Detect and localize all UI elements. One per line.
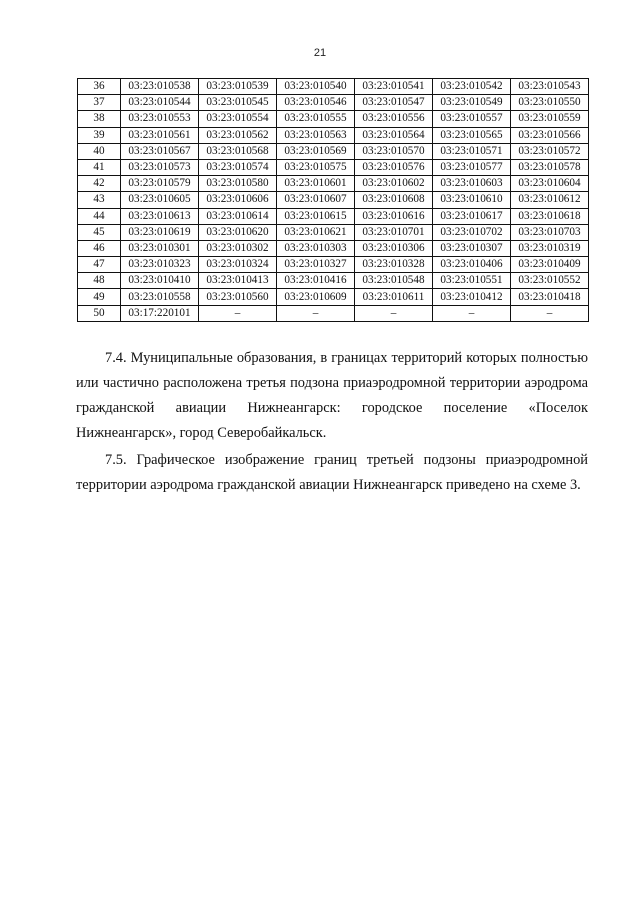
table-row	[78, 224, 589, 240]
cadastral-number-cell: 03:23:010618	[511, 208, 589, 224]
cadastral-number-cell: 03:23:010579	[121, 176, 199, 192]
cadastral-number-cell: 03:23:010603	[433, 176, 511, 192]
cadastral-number-cell: 03:23:010574	[199, 159, 277, 175]
cadastral-number-cell: 03:23:010571	[433, 143, 511, 159]
cadastral-number-cell: 03:23:010566	[511, 127, 589, 143]
cadastral-number-cell: 03:23:010568	[199, 143, 277, 159]
cadastral-number-cell: 03:23:010301	[121, 240, 199, 256]
cadastral-number-cell: 03:23:010406	[433, 257, 511, 273]
table-row	[78, 79, 589, 95]
paragraph-line: гражданской авиации Нижнеангарск: городское поселение «Поселок	[76, 400, 588, 416]
cadastral-number-cell: 03:23:010617	[433, 208, 511, 224]
cadastral-number-cell: 03:23:010702	[433, 224, 511, 240]
cadastral-number-cell: 03:23:010555	[277, 111, 355, 127]
table-row	[78, 289, 589, 305]
cadastral-number-cell: 03:23:010546	[277, 95, 355, 111]
cadastral-number-cell: 03:23:010302	[199, 240, 277, 256]
cadastral-number-cell: 03:23:010557	[433, 111, 511, 127]
row-number: 42	[78, 176, 121, 192]
cadastral-number-cell: 03:23:010323	[121, 257, 199, 273]
table-row	[78, 159, 589, 175]
cadastral-number-cell: 03:23:010620	[199, 224, 277, 240]
cadastral-number-cell: 03:23:010605	[121, 192, 199, 208]
cadastral-number-cell: 03:23:010556	[355, 111, 433, 127]
table-row	[78, 176, 589, 192]
row-number: 41	[78, 159, 121, 175]
cadastral-number-cell: 03:23:010416	[277, 273, 355, 289]
cadastral-number-cell: 03:23:010608	[355, 192, 433, 208]
cadastral-number-cell: 03:23:010621	[277, 224, 355, 240]
row-number: 50	[78, 305, 121, 321]
cadastral-table	[77, 78, 589, 322]
cadastral-number-cell: 03:23:010573	[121, 159, 199, 175]
cadastral-number-cell: 03:23:010572	[511, 143, 589, 159]
cadastral-number-cell: 03:17:220101	[121, 305, 199, 321]
cadastral-number-cell: 03:23:010610	[433, 192, 511, 208]
cadastral-number-cell: –	[199, 305, 277, 321]
cadastral-number-cell: 03:23:010606	[199, 192, 277, 208]
cadastral-number-cell: 03:23:010548	[355, 273, 433, 289]
table-row	[78, 208, 589, 224]
row-number: 38	[78, 111, 121, 127]
row-number: 36	[78, 79, 121, 95]
cadastral-number-cell: 03:23:010615	[277, 208, 355, 224]
row-number: 45	[78, 224, 121, 240]
cadastral-number-cell: 03:23:010413	[199, 273, 277, 289]
cadastral-number-cell: 03:23:010418	[511, 289, 589, 305]
row-number: 46	[78, 240, 121, 256]
cadastral-number-cell: –	[511, 305, 589, 321]
paragraph-line: 7.4. Муниципальные образования, в границах территорий которых полностью	[105, 350, 588, 366]
cadastral-number-cell: 03:23:010552	[511, 273, 589, 289]
cadastral-number-cell: 03:23:010545	[199, 95, 277, 111]
cadastral-number-cell: 03:23:010580	[199, 176, 277, 192]
cadastral-number-cell: 03:23:010547	[355, 95, 433, 111]
cadastral-number-cell: 03:23:010410	[121, 273, 199, 289]
cadastral-number-cell: 03:23:010542	[433, 79, 511, 95]
cadastral-number-cell: 03:23:010607	[277, 192, 355, 208]
table-row	[78, 95, 589, 111]
cadastral-number-cell: 03:23:010561	[121, 127, 199, 143]
cadastral-number-cell: 03:23:010551	[433, 273, 511, 289]
table-row	[78, 143, 589, 159]
paragraph-line: Нижнеангарск», город Северобайкальск.	[76, 425, 327, 441]
cadastral-number-cell: 03:23:010553	[121, 111, 199, 127]
paragraph-line: 7.5. Графическое изображение границ третьей подзоны приаэродромной	[105, 452, 588, 468]
row-number: 39	[78, 127, 121, 143]
cadastral-number-cell: 03:23:010540	[277, 79, 355, 95]
cadastral-number-cell: 03:23:010538	[121, 79, 199, 95]
cadastral-number-cell: 03:23:010306	[355, 240, 433, 256]
page-number: 21	[313, 47, 327, 59]
cadastral-number-cell: 03:23:010563	[277, 127, 355, 143]
cadastral-number-cell: 03:23:010559	[511, 111, 589, 127]
cadastral-number-cell: 03:23:010601	[277, 176, 355, 192]
cadastral-number-cell: –	[433, 305, 511, 321]
cadastral-number-cell: 03:23:010614	[199, 208, 277, 224]
cadastral-number-cell: 03:23:010544	[121, 95, 199, 111]
cadastral-number-cell: 03:23:010549	[433, 95, 511, 111]
cadastral-number-cell: 03:23:010541	[355, 79, 433, 95]
cadastral-number-cell: 03:23:010543	[511, 79, 589, 95]
cadastral-table-body	[78, 79, 589, 322]
row-number: 47	[78, 257, 121, 273]
paragraph-line: или частично расположена третья подзона приаэродромной территории аэродрома	[76, 375, 588, 391]
row-number: 44	[78, 208, 121, 224]
table-row	[78, 192, 589, 208]
paragraph-line: территории аэродрома гражданской авиации Нижнеангарск приведено на схеме 3.	[76, 477, 581, 493]
cadastral-number-cell: 03:23:010578	[511, 159, 589, 175]
cadastral-number-cell: 03:23:010319	[511, 240, 589, 256]
cadastral-number-cell: 03:23:010554	[199, 111, 277, 127]
row-number: 37	[78, 95, 121, 111]
cadastral-number-cell: 03:23:010327	[277, 257, 355, 273]
cadastral-number-cell: 03:23:010560	[199, 289, 277, 305]
table-row	[78, 257, 589, 273]
cadastral-number-cell: 03:23:010324	[199, 257, 277, 273]
cadastral-number-cell: 03:23:010539	[199, 79, 277, 95]
cadastral-number-cell: 03:23:010307	[433, 240, 511, 256]
cadastral-number-cell: –	[277, 305, 355, 321]
cadastral-number-cell: 03:23:010575	[277, 159, 355, 175]
table-row	[78, 127, 589, 143]
cadastral-number-cell: 03:23:010609	[277, 289, 355, 305]
paragraph-7-4	[76, 346, 588, 446]
cadastral-number-cell: 03:23:010550	[511, 95, 589, 111]
cadastral-number-cell: 03:23:010328	[355, 257, 433, 273]
cadastral-number-cell: 03:23:010616	[355, 208, 433, 224]
table-row	[78, 240, 589, 256]
cadastral-number-cell: 03:23:010569	[277, 143, 355, 159]
cadastral-number-cell: 03:23:010570	[355, 143, 433, 159]
cadastral-number-cell: 03:23:010703	[511, 224, 589, 240]
cadastral-number-cell: 03:23:010412	[433, 289, 511, 305]
cadastral-number-cell: 03:23:010303	[277, 240, 355, 256]
cadastral-number-cell: 03:23:010577	[433, 159, 511, 175]
cadastral-number-cell: 03:23:010604	[511, 176, 589, 192]
cadastral-number-cell: 03:23:010602	[355, 176, 433, 192]
paragraph-7-5	[76, 448, 588, 498]
cadastral-number-cell: 03:23:010611	[355, 289, 433, 305]
cadastral-number-cell: 03:23:010576	[355, 159, 433, 175]
row-number: 48	[78, 273, 121, 289]
cadastral-number-cell: 03:23:010567	[121, 143, 199, 159]
table-row	[78, 111, 589, 127]
cadastral-number-cell: 03:23:010612	[511, 192, 589, 208]
row-number: 49	[78, 289, 121, 305]
cadastral-number-cell: 03:23:010701	[355, 224, 433, 240]
cadastral-number-cell: 03:23:010564	[355, 127, 433, 143]
cadastral-number-cell: 03:23:010409	[511, 257, 589, 273]
cadastral-number-cell: 03:23:010565	[433, 127, 511, 143]
table-row	[78, 273, 589, 289]
cadastral-number-cell: 03:23:010558	[121, 289, 199, 305]
cadastral-number-cell: 03:23:010562	[199, 127, 277, 143]
row-number: 40	[78, 143, 121, 159]
cadastral-number-cell: –	[355, 305, 433, 321]
cadastral-number-cell: 03:23:010619	[121, 224, 199, 240]
table-row	[78, 305, 589, 321]
cadastral-number-cell: 03:23:010613	[121, 208, 199, 224]
row-number: 43	[78, 192, 121, 208]
